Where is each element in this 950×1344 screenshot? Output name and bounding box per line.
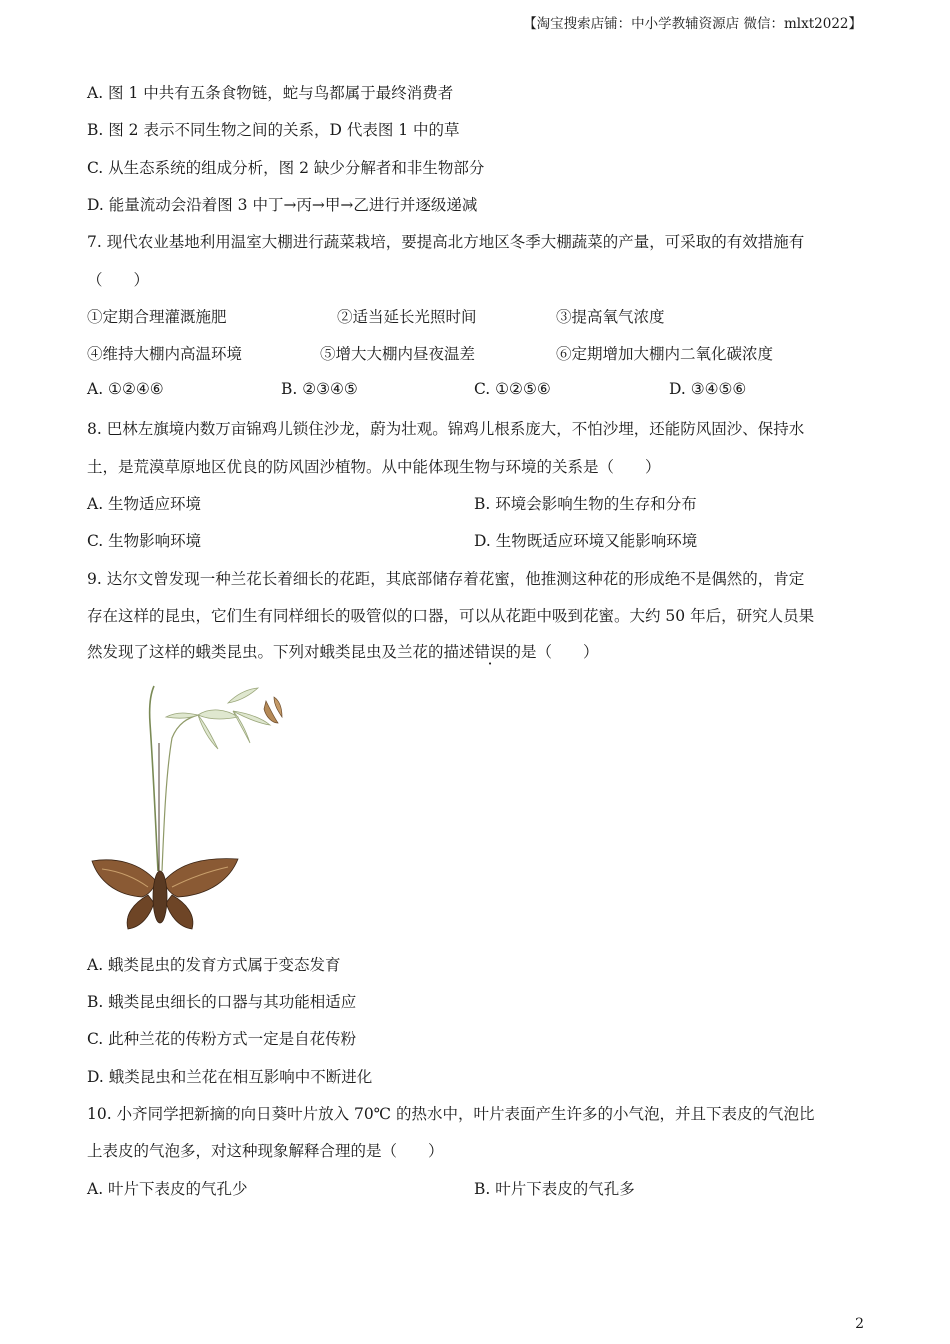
q7-item-6: ⑥定期增加大棚内二氧化碳浓度 [556,345,774,363]
q8-option-b: B. 环境会影响生物的生存和分布 [474,495,697,513]
q8-option-d: D. 生物既适应环境又能影响环境 [474,532,698,550]
q7-item-2: ②适当延长光照时间 [337,308,477,326]
q9-stem-line1: 9. 达尔文曾发现一种兰花长着细长的花距，其底部储存着花蜜，他推测这种花的形成绝不是偶然的，肯定 [87,570,805,588]
q10-stem-line1: 10. 小齐同学把新摘的向日葵叶片放入 70℃ 的热水中，叶片表面产生许多的小气泡，并且下表皮的气泡比 [87,1105,815,1123]
q7-item-4: ④维持大棚内高温环境 [87,345,243,363]
q7-option-b: B. ②③④⑤ [281,380,358,398]
q7-option-d: D. ③④⑤⑥ [669,380,747,398]
q8-stem-line2: 土，是荒漠草原地区优良的防风固沙植物。从中能体现生物与环境的关系是（ ） [87,458,661,476]
q10-stem-line2: 上表皮的气泡多，对这种现象解释合理的是（ ） [87,1142,444,1160]
q10-option-b: B. 叶片下表皮的气孔多 [474,1180,635,1198]
q9-stem-line3 [87,640,599,662]
q7-option-a: A. ①②④⑥ [87,380,164,398]
q9-option-a: A. 蛾类昆虫的发育方式属于变态发育 [87,956,341,974]
q7-item-3: ③提高氧气浓度 [556,308,665,326]
q9-option-c: C. 此种兰花的传粉方式一定是自花传粉 [87,1030,357,1048]
q9-option-b: B. 蛾类昆虫细长的口器与其功能相适应 [87,993,357,1011]
q8-option-c: C. 生物影响环境 [87,532,202,550]
q7-stem-line2: （ ） [87,271,150,289]
orchid-moth-illustration [88,683,288,938]
page-number: 2 [855,1316,864,1332]
q6-option-a: A. 图 1 中共有五条食物链，蛇与鸟都属于最终消费者 [87,84,454,102]
q6-option-b: B. 图 2 表示不同生物之间的关系，D 代表图 1 中的草 [87,121,460,139]
q9-stem-line2: 存在这样的昆虫，它们生有同样细长的吸管似的口器，可以从花距中吸到花蜜。大约 50 年后，研究人员果 [87,607,815,625]
q9-stem-tail: 的是（ ） [505,643,599,661]
q9-stem-text: 然发现了这样的蛾类昆虫。下列对蛾类昆虫及兰花的描述 [87,643,475,661]
q8-option-a: A. 生物适应环境 [87,495,202,513]
page-header: 【淘宝搜索店铺：中小学教辅资源店 微信：mlxt2022】 [523,16,862,32]
q7-item-5: ⑤增大大棚内昼夜温差 [320,345,476,363]
q7-item-1: ①定期合理灌溉施肥 [87,308,227,326]
q6-option-c: C. 从生态系统的组成分析，图 2 缺少分解者和非生物部分 [87,159,485,177]
q8-stem-line1: 8. 巴林左旗境内数万亩锦鸡儿锁住沙龙，蔚为壮观。锦鸡儿根系庞大，不怕沙埋，还能防风固沙、保持水 [87,420,805,438]
q9-emphasis: 错误 [474,643,506,661]
q10-option-a: A. 叶片下表皮的气孔少 [87,1180,248,1198]
q7-option-c: C. ①②⑤⑥ [474,380,551,398]
q6-option-d: D. 能量流动会沿着图 3 中丁→丙→甲→乙进行并逐级递减 [87,196,478,214]
q9-option-d: D. 蛾类昆虫和兰花在相互影响中不断进化 [87,1068,373,1086]
q7-stem-line1: 7. 现代农业基地利用温室大棚进行蔬菜栽培，要提高北方地区冬季大棚蔬菜的产量，可采取的有效措施有 [87,233,805,251]
